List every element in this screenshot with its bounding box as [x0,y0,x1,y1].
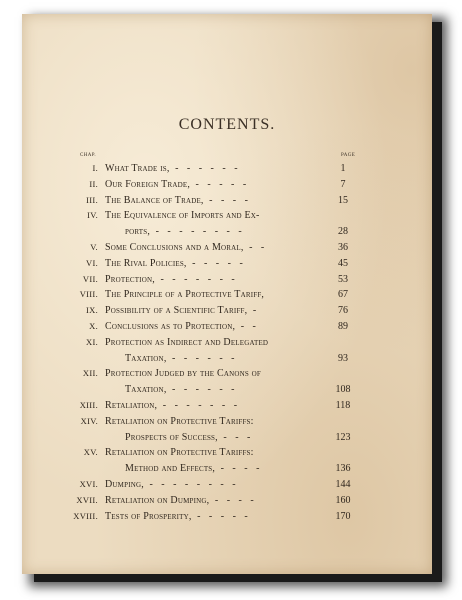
chapter-number: IV. [87,210,98,221]
chapter-title-text: Taxation, [125,352,167,364]
chapter-title-text: Conclusions as to Protection, [105,321,236,332]
table-of-contents [22,14,432,574]
leader-dashes: - - - - - - - - [143,479,239,490]
chapter-title-text: The Equivalence of Imports and Ex- [105,210,260,222]
page-number: 15 [338,194,348,206]
leader-dashes: - - [243,242,268,253]
page-number: 53 [338,273,348,285]
chapter-title-text: Dumping, [105,479,144,490]
page-number: 7 [340,178,346,190]
leader-dashes: - - - - - [191,510,251,522]
page-number: 76 [338,305,348,317]
chapter-title-text: The Balance of Trade, [105,194,204,206]
chapter-column-header: CHAP. [80,153,97,158]
chapter-number: XII. [82,368,98,379]
page-number: 118 [335,400,351,411]
chapter-title [105,478,327,491]
page-number: 45 [338,257,348,269]
chapter-title [105,178,327,191]
chapter-title-text: Possibility of a Scientific Tariff, [105,305,248,317]
chapter-title [105,367,327,380]
chapter-title-text: Retaliation, [105,400,158,411]
chapter-title [105,446,327,459]
chapter-title [125,383,327,396]
chapter-number: VI. [86,257,98,268]
chapter-title [105,320,327,333]
leader-dashes: - - - - [209,494,257,506]
chapter-title-text: Retaliation on Dumping, [105,494,210,506]
chapter-title [105,415,327,428]
chapter-number: III. [86,194,98,205]
chapter-title-text: The Rival Policies, [105,257,187,269]
chapter-title-text: Method and Effects, [125,463,216,475]
page-number: 1 [340,163,346,174]
page-number: 144 [335,479,351,490]
chapter-number: X. [89,321,98,331]
book-page [22,14,432,574]
chapter-number: I. [92,163,98,173]
chapter-title-text: Protection, [105,273,155,285]
contents-title: CONTENTS. [178,116,276,133]
page-number: 160 [335,494,351,506]
chapter-number: XVI. [79,479,98,489]
chapter-title [105,399,327,412]
page-number: 36 [338,242,348,253]
chapter-title [105,273,327,286]
chapter-title [105,194,327,207]
chapter-number: II. [89,178,98,189]
page-number: 136 [335,463,351,475]
chapter-title [105,241,327,254]
leader-dashes: - - - - [203,194,251,206]
leader-dashes: - - - [217,431,254,443]
leader-dashes: - - - - - - [166,384,238,396]
page-number: 123 [335,431,351,443]
chapter-title [105,510,327,523]
chapter-title-text: Our Foreign Trade, [105,178,191,190]
chapter-title [105,336,327,349]
chapter-title-text: Protection Judged by the Canons of [105,368,261,380]
chapter-number: XIII. [79,400,98,410]
chapter-title-text: Retaliation on Protective Tariffs: [105,415,254,427]
chapter-title [105,304,327,317]
chapter-number: XIV. [80,415,98,426]
leader-dashes: - - - - - - - - [150,226,245,238]
chapter-title [105,257,327,270]
leader-dashes: - - - - - [186,257,246,269]
chapter-title-text: Prospects of Success, [125,431,218,443]
chapter-title [105,494,327,507]
leader-dashes: - - - - - [190,178,250,190]
page-number: 170 [335,510,351,522]
chapter-number: XV. [83,447,98,458]
leader-dashes: - - - - - - - [157,400,241,411]
chapter-title-text: Some Conclusions and a Moral, [105,242,244,253]
chapter-number: XI. [86,336,98,347]
leader-dashes: - - - - - - - [154,273,238,285]
chapter-title-text: Tests of Prosperity, [105,510,192,522]
chapter-number: V. [90,242,98,252]
chapter-title [125,225,327,238]
chapter-title-text: Taxation, [125,384,167,396]
page-number: 89 [338,321,348,332]
leader-dashes: - - - - [215,463,263,475]
page-number: 108 [335,384,351,396]
leader-dashes: - - [235,321,259,332]
chapter-title [105,288,327,301]
chapter-title-text: The Principle of a Protective Tariff, [105,289,265,301]
chapter-number: VII. [82,273,98,284]
chapter-title-text: ports, [125,226,151,238]
chapter-title [125,352,327,365]
page-number: 93 [338,352,348,364]
chapter-title-text: Retaliation on Protective Tariffs: [105,447,254,459]
chapter-title [125,462,327,475]
page-column-header: PAGE [341,153,356,158]
chapter-title-text: What Trade is, [105,163,170,174]
chapter-number: VIII. [79,289,98,300]
chapter-title-text: Protection as Indirect and Delegated [105,336,269,348]
chapter-number: IX. [86,305,98,316]
chapter-title [125,431,327,444]
page-number: 28 [338,226,348,238]
chapter-number: XVII. [76,494,98,505]
leader-dashes: - - - - - - [169,163,241,174]
chapter-title [105,162,327,175]
leader-dashes: - - - - - - [166,352,238,364]
leader-dashes: - [247,305,260,317]
chapter-number: XVIII. [73,510,98,521]
page-number: 67 [338,289,348,301]
chapter-title [105,209,327,222]
